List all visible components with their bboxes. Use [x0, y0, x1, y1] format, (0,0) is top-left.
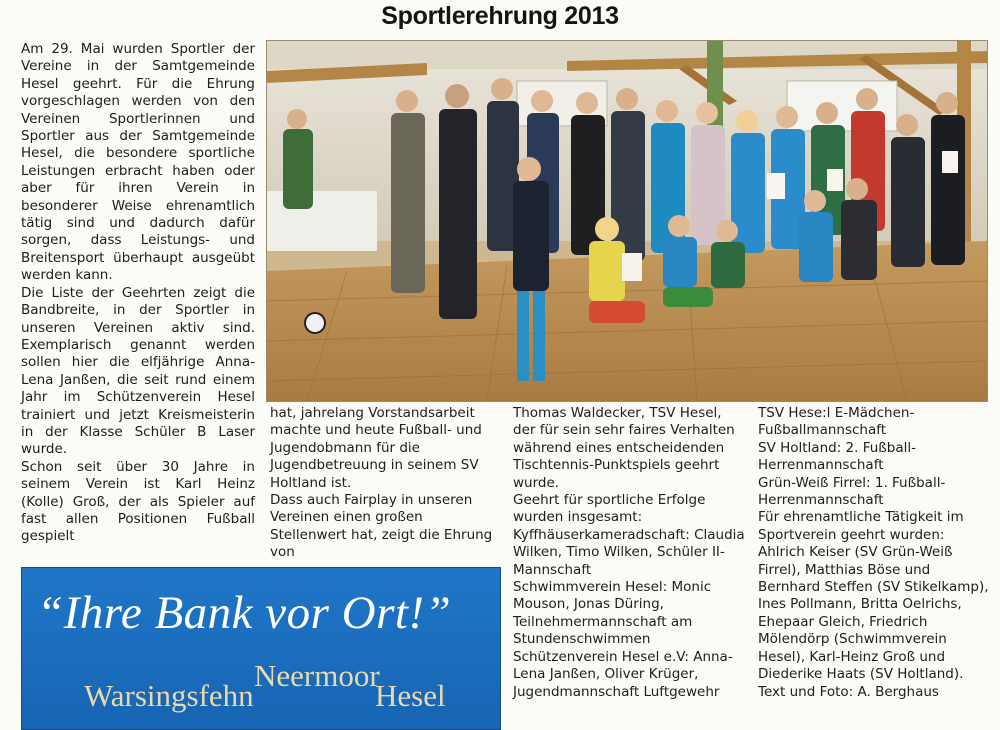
paragraph: Geehrt für sportliche Erfolge wurden insgesamt: [513, 492, 706, 526]
paragraph: Am 29. Mai wurden Sportler der Vereine in der Samtgemeinde Hesel geehrt. Für die Ehrung vorgeschlagen werden von den Vereinen Sportlerinnen und Sportler aus der Samtgemeinde Hesel, die besondere sportliche Leistungen erbracht haben oder aber für ihren Verein in besonderer Weise ehrenamtlich tätig sind und dadurch dafür sorgen, dass Leistungs- und Breitensport überhaupt ausgeübt werden kann. [21, 41, 255, 284]
paragraph: SV Holtland: 2. Fußball-Herrenmannschaft [758, 439, 917, 474]
ad-town: Neermoor [254, 658, 380, 693]
paragraph: Die Liste der Geehrten zeigt die Bandbreite, in der Sportler in unseren Vereinen aktiv sind. Exemplarisch genannt werden sollen hier die elfjährige Anna-Lena Janßen, die seit rund einem Jahr im Schützenverein Hesel trainiert und jetzt Kreismeisterin in der Klasse Schüler B Laser wurde. [21, 284, 255, 458]
paragraph: Schwimmverein Hesel: Monic Mouson, Jonas Düring, Teilnehmermannschaft am Stundenschwimmen [513, 579, 712, 648]
paragraph: Thomas Waldecker, TSV Hesel, der für sein sehr faires Verhalten während eines entscheidenden Tischtennis-Punktspiels geehrt wurde. [513, 405, 735, 491]
paragraph: TSV Hese:l E-Mädchen-Fußballmannschaft [758, 405, 915, 439]
paragraph: Für ehrenamtliche Tätigkeit im Sportverein geehrt wurden: Ahlrich Keiser (SV Grün-Weiß Firrel), Matthias Böse und Bernhard Steffen (SV Stikelkamp), Ines Pollmann, Britta Oelrichs, Ehepaar Gleich, Friedrich Mölendörp (Schwimmverein Hesel), Karl-Heinz Groß und Diederike Haats (SV Holtland). [758, 509, 989, 683]
article-column-2 [270, 405, 498, 562]
bank-advertisement [21, 567, 501, 730]
ad-town: Warsingsfehn [84, 678, 254, 713]
group-photo [266, 40, 988, 402]
paragraph: hat, jahrelang Vorstandsarbeit machte und heute Fußball- und Jugendobmann für die Jugendbetreuung in seinem SV Holtland ist. [270, 405, 482, 491]
paragraph: Kyffhäuserkameradschaft: Claudia Wilken, Timo Wilken, Schüler II-Mannschaft [513, 526, 745, 578]
paragraph: Dass auch Fairplay in unseren Vereinen einen großen Stellenwert hat, zeigt die Ehrung von [270, 492, 493, 561]
photo-credit: Text und Foto: A. Berghaus [758, 683, 939, 700]
ad-town: Hesel [375, 678, 446, 713]
paragraph: Schon seit über 30 Jahre in seinem Verein ist Karl Heinz (Kolle) Groß, der als Spieler auf fast allen Positionen Fußball gespielt [21, 458, 255, 545]
paragraph: Schützenverein Hesel e.V: Anna-Lena Janßen, Oliver Krüger, Jugendmannschaft Luftgewehr [513, 648, 733, 700]
article-column-4 [758, 405, 990, 701]
article-column-3 [513, 405, 745, 701]
ad-slogan: “Ihre Bank vor Ort!” [37, 587, 452, 639]
article-column-1 [21, 41, 255, 546]
paragraph: Grün-Weiß Firrel: 1. Fußball-Herrenmannschaft [758, 474, 946, 509]
group-photo-illustration [267, 41, 987, 401]
article-headline: Sportlerehrung 2013 [381, 2, 619, 30]
